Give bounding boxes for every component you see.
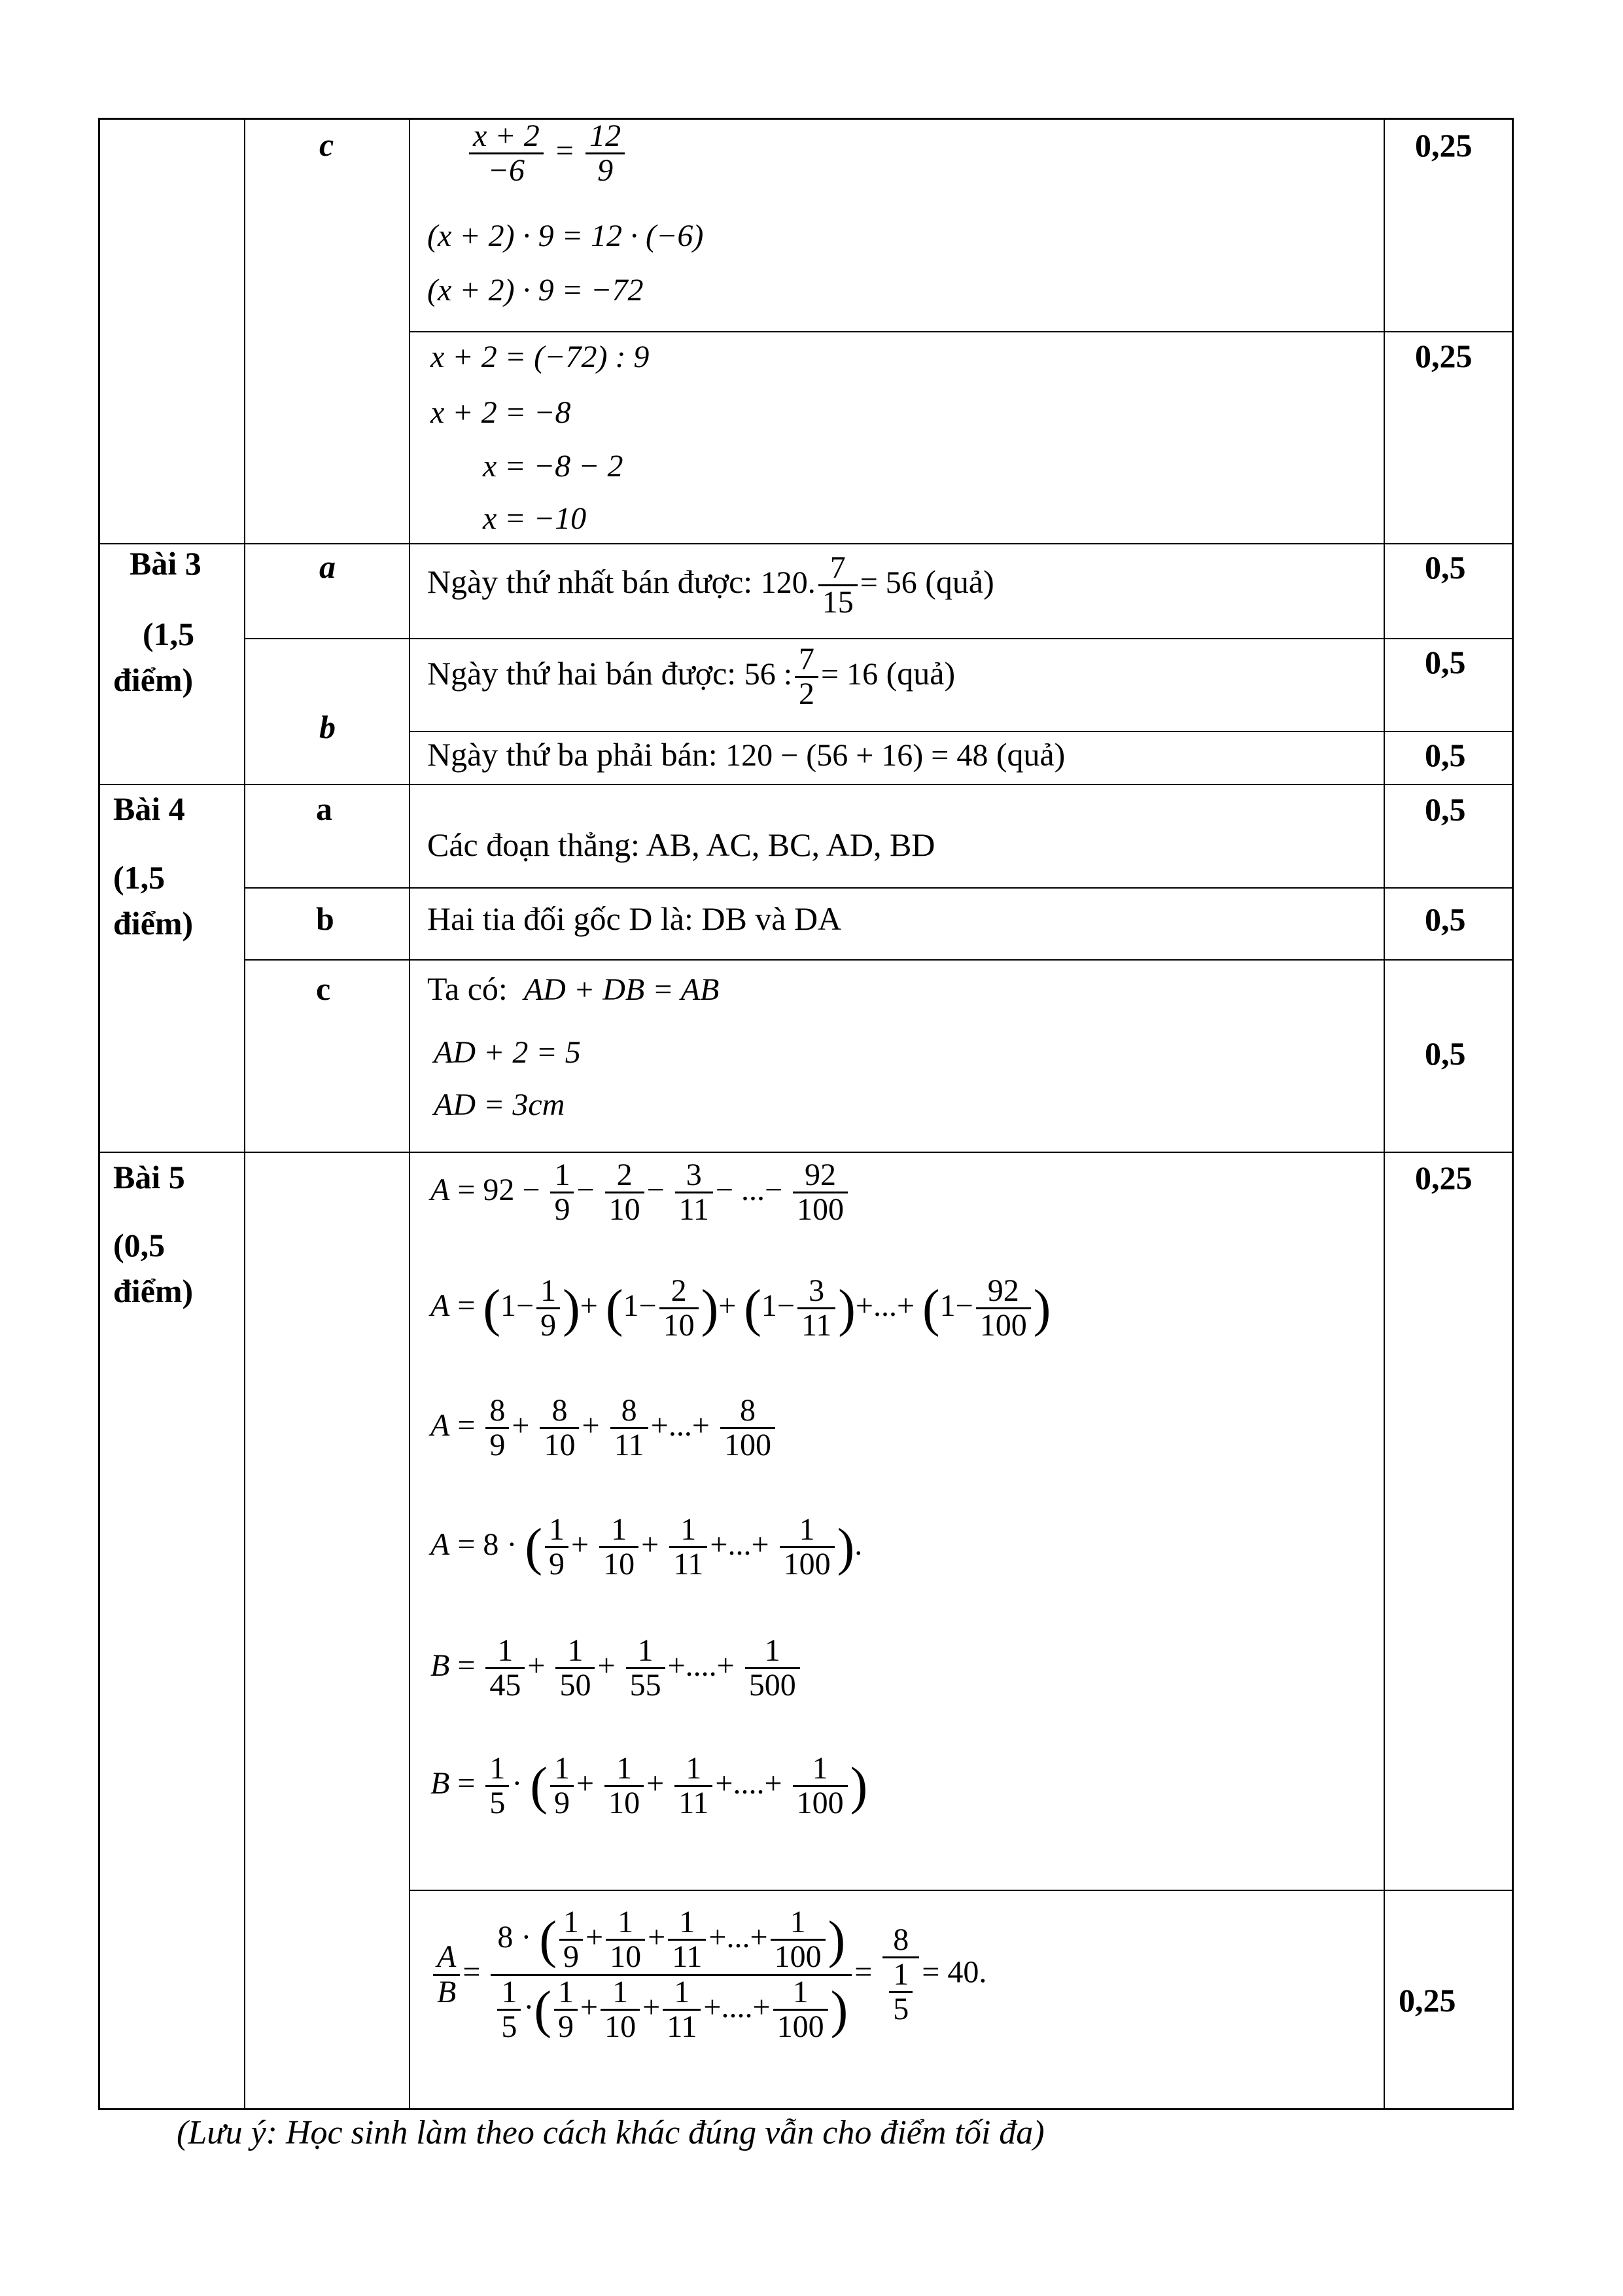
equation-line: x = −8 − 2: [483, 449, 623, 484]
row-divider: [244, 887, 1512, 889]
answer-line: Ngày thứ ba phải bán: 120 − (56 + 16) = 48 (quả): [427, 736, 1066, 773]
row-divider: [244, 959, 1512, 961]
part-label: b: [319, 709, 336, 745]
exercise-points: (0,5: [113, 1227, 166, 1263]
equation-line: A = 92 − $\frac{1}{9}$ − $\frac{2}{10}$ − $\frac{3}{11}$ − ...− $\frac{92}{100}$: [430, 1159, 850, 1227]
part-label: a: [319, 548, 336, 585]
equation-line: A = 8 · ( $\frac{1}{9}$ + $\frac{1}{10}$ + $\frac{1}{11}$ +...+ $\frac{1}{100}$ ).: [430, 1512, 863, 1582]
equation-line: x + 2 = (−72) : 9: [430, 340, 650, 374]
equation-line: A = (1− $\frac{1}{9}$ )+ (1− $\frac{2}{10}$ )+ (1− $\frac{3}{11}$ )+...+ (1− $\frac{92}{100}$ ): [430, 1273, 1051, 1343]
answer-table: [98, 118, 1514, 2110]
exercise-points: điểm): [113, 662, 194, 698]
score: 0,5: [1425, 549, 1466, 586]
exercise-points: điểm): [113, 1273, 194, 1309]
score: 0,5: [1425, 644, 1466, 680]
answer-line: Ngày thứ nhất bán được: 120. $\frac{7}{15}$ = 56 (quả): [427, 550, 994, 620]
exercise-points: điểm): [113, 905, 194, 942]
score: 0,5: [1425, 737, 1466, 773]
footnote: (Lưu ý: Học sinh làm theo cách khác đúng vẫn cho điểm tối đa): [177, 2114, 1045, 2151]
row-divider: [100, 543, 1512, 544]
equation-line: AD = 3cm: [434, 1087, 565, 1122]
score: 0,25: [1399, 1982, 1456, 2019]
row-divider: [100, 784, 1512, 785]
answer-line: Các đoạn thẳng: AB, AC, BC, AD, BD: [427, 826, 935, 863]
part-label: a: [316, 790, 332, 827]
part-label: c: [319, 126, 334, 163]
answer-line: Ta có: AD + DB = AB: [427, 970, 720, 1007]
score: 0,25: [1415, 338, 1473, 374]
column-divider: [409, 120, 410, 2108]
row-divider: [409, 1890, 1512, 1891]
exercise-title: Bài 5: [113, 1159, 185, 1195]
score: 0,5: [1425, 901, 1466, 938]
score: 0,5: [1425, 1035, 1466, 1072]
equation-fraction: $\frac{x + 2}{-6}$ = $\frac{12}{9}$: [466, 120, 627, 188]
equation-line: B = $\frac{1}{45}$ + $\frac{1}{50}$ + $\frac{1}{55}$ +....+ $\frac{1}{500}$: [430, 1634, 803, 1703]
score: 0,5: [1425, 791, 1466, 828]
equation-line: B = $\frac{1}{5}$ · ( $\frac{1}{9}$ + $\frac{1}{10}$ + $\frac{1}{11}$ +....+ $\frac{1}{100}$ ): [430, 1751, 868, 1821]
equation-line: (x + 2) · 9 = 12 · (−6): [427, 219, 704, 253]
column-divider: [1384, 120, 1385, 2108]
equation-final: $\frac{A}{B}$ = 8 · ( $\frac{1}{9}$ + $\frac{1}{10}$ + $\frac{1}{11}$ +...+ $\frac{1}{100}$ ) $\frac{1}{5}$ ·( $\frac{1}{9}$ + $\frac{1}{10}$ + $\frac{1}{11}$ +....+ $\frac{1}{100}$ ) = $\frac{8}{\frac{1}{5}}$ = 40.: [430, 1906, 986, 2044]
row-divider: [100, 1152, 1512, 1153]
exercise-title: Bài 3: [130, 545, 201, 582]
equation-line: AD + 2 = 5: [434, 1035, 581, 1070]
part-label: c: [316, 970, 331, 1007]
exercise-points: (1,5: [143, 616, 195, 652]
exercise-title: Bài 4: [113, 790, 185, 827]
exercise-points: (1,5: [113, 859, 166, 896]
answer-line: Ngày thứ hai bán được: 56 : $\frac{7}{2}$ = 16 (quả): [427, 642, 956, 712]
equation-line: (x + 2) · 9 = −72: [427, 273, 644, 308]
equation-line: A = $\frac{8}{9}$ + $\frac{8}{10}$ + $\frac{8}{11}$ +...+ $\frac{8}{100}$: [430, 1394, 778, 1462]
row-divider: [409, 731, 1512, 732]
score: 0,25: [1415, 1159, 1473, 1196]
answer-line: Hai tia đối gốc D là: DB và DA: [427, 900, 842, 937]
part-label: b: [316, 900, 334, 937]
equation-line: x = −10: [483, 501, 587, 536]
row-divider: [244, 638, 1512, 639]
score: 0,25: [1415, 127, 1473, 164]
column-divider: [244, 120, 245, 2108]
row-divider: [409, 331, 1512, 332]
equation-line: x + 2 = −8: [430, 395, 571, 430]
